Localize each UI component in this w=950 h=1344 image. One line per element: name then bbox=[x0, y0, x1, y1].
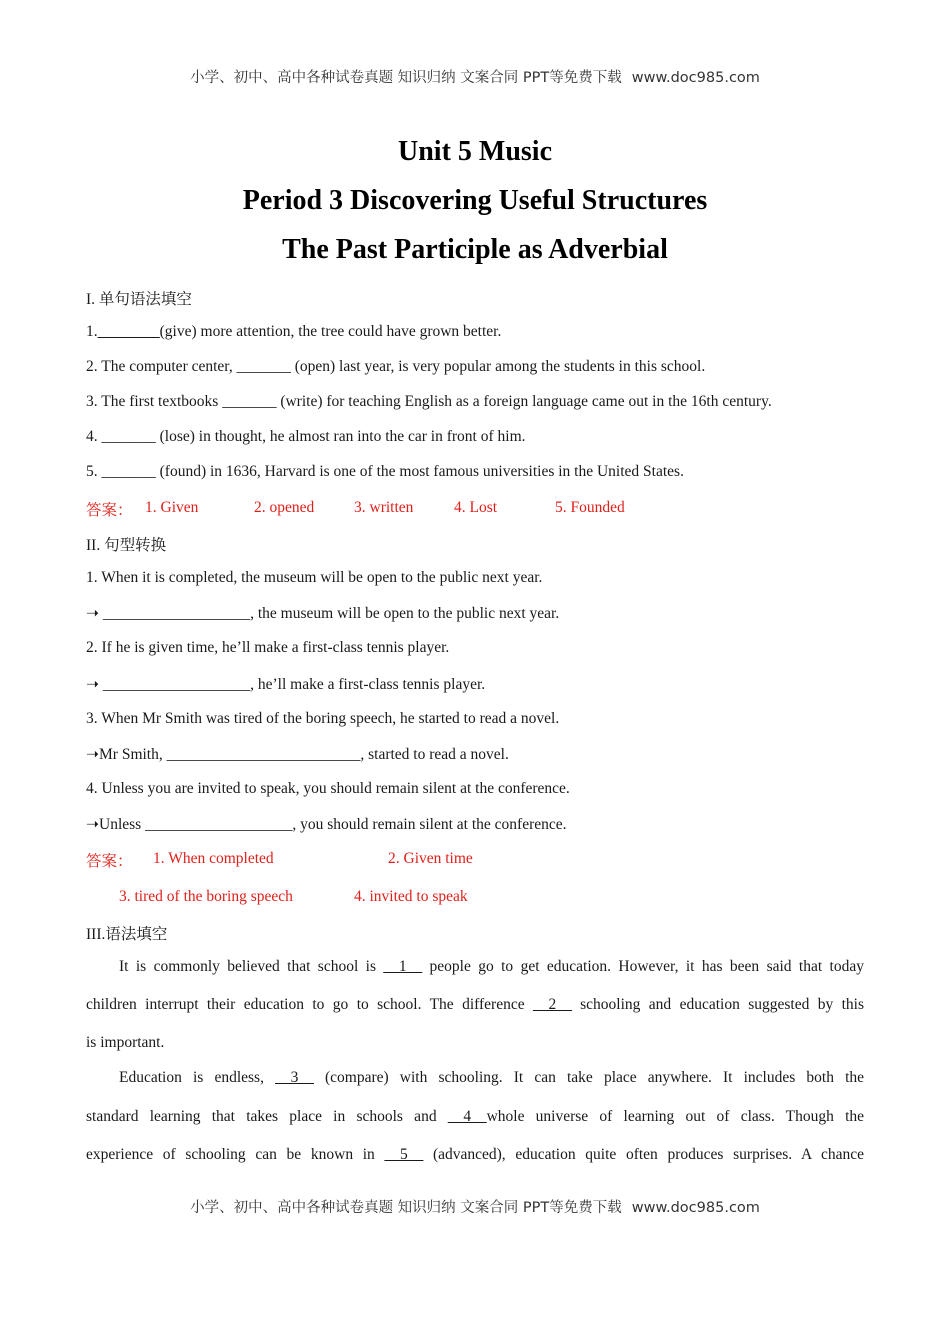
header-text: 小学、初中、高中各种试卷真题 知识归纳 文案合同 PPT等免费下载 bbox=[190, 70, 622, 86]
answer-blank[interactable]: ___________________ bbox=[102, 676, 251, 693]
passage-line: is important. bbox=[86, 1034, 165, 1051]
s2-answer-4: 4. invited to speak bbox=[354, 888, 468, 905]
s2-answer-3: 3. tired of the boring speech bbox=[119, 888, 293, 905]
answer-blank[interactable]: ___________________ bbox=[145, 816, 293, 833]
s2-answer-2: 2. Given time bbox=[388, 850, 473, 867]
passage-line: experience of schooling can be known in __5__ (advanced), education quite often produces surprises. A chance bbox=[86, 1146, 864, 1163]
arrow-icon: ➝ bbox=[86, 605, 99, 622]
section1-heading: I. 单句语法填空 bbox=[86, 291, 192, 308]
s2-original-2: 2. If he is given time, he’ll make a first-class tennis player. bbox=[86, 639, 450, 656]
s1-question-2: 2. The computer center, _______ (open) last year, is very popular among the students in this school. bbox=[86, 358, 706, 375]
answer-blank[interactable]: __2__ bbox=[533, 996, 572, 1013]
period-title: Period 3 Discovering Useful Structures bbox=[242, 185, 708, 216]
answer-blank[interactable]: _______ bbox=[101, 428, 156, 445]
answer-blank[interactable]: ________ bbox=[97, 323, 160, 340]
section3-heading: III.语法填空 bbox=[86, 926, 168, 943]
s1-question-5: 5. _______ (found) in 1636, Harvard is one of the most famous universities in the United States. bbox=[86, 463, 684, 480]
passage-line: It is commonly believed that school is __1__ people go to get education. However, it has been said that today bbox=[119, 958, 864, 975]
s1-answer-3: 3. written bbox=[354, 499, 414, 516]
s2-rewrite-2: ➝ ___________________, he’ll make a first-class tennis player. bbox=[86, 676, 486, 693]
page-header bbox=[0, 66, 950, 87]
arrow-icon: ➝ bbox=[86, 816, 99, 833]
answer-blank[interactable]: ___________________ bbox=[102, 605, 251, 622]
s2-answer-label: 答案： bbox=[86, 853, 133, 870]
header-url[interactable]: www.doc985.com bbox=[631, 70, 760, 86]
s1-answer-label: 答案： bbox=[86, 502, 133, 519]
s1-question-1: 1.________(give) more attention, the tree could have grown better. bbox=[86, 323, 502, 340]
s1-question-3: 3. The first textbooks _______ (write) for teaching English as a foreign language came out in the 16th century. bbox=[86, 393, 772, 410]
passage-line: standard learning that takes place in schools and __4__whole universe of learning out of class. Though the bbox=[86, 1108, 865, 1125]
answer-blank[interactable]: __5__ bbox=[384, 1146, 424, 1163]
s2-original-3: 3. When Mr Smith was tired of the boring speech, he started to read a novel. bbox=[86, 710, 560, 727]
answer-blank[interactable]: _______ bbox=[101, 463, 156, 480]
arrow-icon: ➝ bbox=[86, 746, 99, 763]
footer-url[interactable]: www.doc985.com bbox=[631, 1200, 760, 1216]
answer-blank[interactable]: __4__ bbox=[447, 1108, 487, 1125]
s2-rewrite-3: ➝Mr Smith, _________________________, started to read a novel. bbox=[86, 746, 509, 763]
topic-title: The Past Participle as Adverbial bbox=[282, 234, 668, 265]
answer-blank[interactable]: _________________________ bbox=[166, 746, 361, 763]
s1-answer-2: 2. opened bbox=[254, 499, 315, 516]
page-footer bbox=[0, 1196, 950, 1217]
unit-title: Unit 5 Music bbox=[398, 136, 552, 167]
s1-answer-5: 5. Founded bbox=[555, 499, 625, 516]
section2-heading: II. 句型转换 bbox=[86, 537, 167, 554]
s2-answer-1: 1. When completed bbox=[153, 850, 274, 867]
footer-text: 小学、初中、高中各种试卷真题 知识归纳 文案合同 PPT等免费下载 bbox=[190, 1200, 622, 1216]
answer-blank[interactable]: _______ bbox=[222, 393, 277, 410]
s1-answer-1: 1. Given bbox=[145, 499, 199, 516]
passage-line: children interrupt their education to go to school. The difference __2__ schooling and education suggested by this bbox=[86, 996, 865, 1013]
s1-answer-4: 4. Lost bbox=[454, 499, 498, 516]
answer-blank[interactable]: __1__ bbox=[383, 958, 423, 975]
arrow-icon: ➝ bbox=[86, 676, 99, 693]
s2-original-1: 1. When it is completed, the museum will be open to the public next year. bbox=[86, 569, 543, 586]
s2-rewrite-4: ➝Unless ___________________, you should remain silent at the conference. bbox=[86, 816, 567, 833]
answer-blank[interactable]: __3__ bbox=[275, 1069, 314, 1086]
s2-rewrite-1: ➝ ___________________, the museum will be open to the public next year. bbox=[86, 605, 560, 622]
answer-blank[interactable]: _______ bbox=[236, 358, 291, 375]
s2-original-4: 4. Unless you are invited to speak, you should remain silent at the conference. bbox=[86, 780, 570, 797]
passage-line: Education is endless, __3__ (compare) with schooling. It can take place anywhere. It includes both the bbox=[119, 1069, 865, 1086]
s1-question-4: 4. _______ (lose) in thought, he almost ran into the car in front of him. bbox=[86, 428, 526, 445]
